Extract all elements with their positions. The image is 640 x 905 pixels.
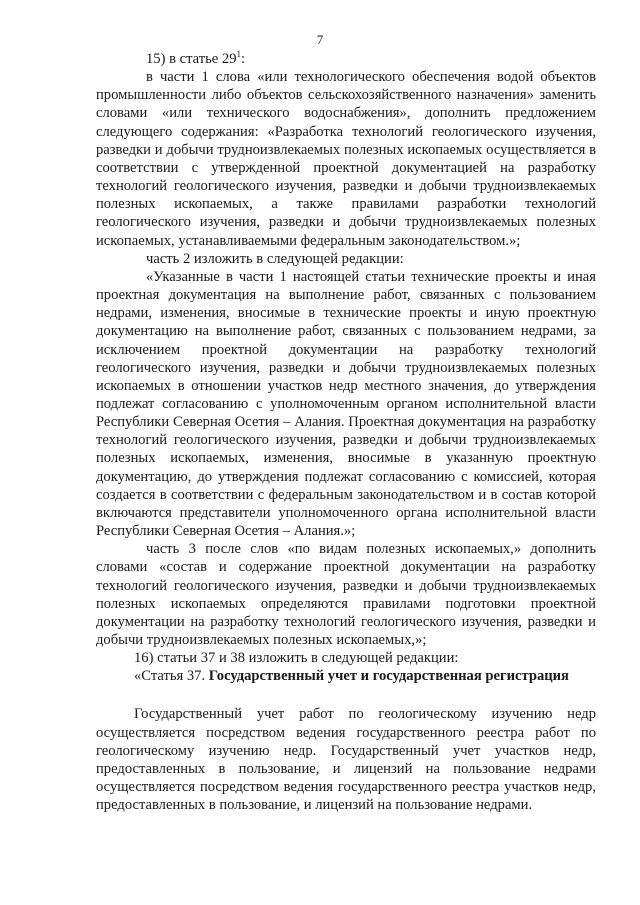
item-15-lead-text: 15) в статье 29: [146, 51, 237, 67]
item-15-lead: [96, 50, 596, 68]
article-superscript: 1: [236, 49, 242, 60]
item-16-lead: 16) статьи 37 и 38 изложить в следующей редакции:: [134, 650, 459, 667]
article-37-paragraph-1: Государственный учет работ по геологическому изучению недр осуществляется посредством ведения государственного реестра работ по геологическому изучению недр. Государственный учет участков недр, предоставленных в пользование, и лицензий на пользование недрами осуществляется посредством ведения государственного реестра участков недр, предоставленных в пользование, и лицензий на пользование недрами.: [96, 706, 596, 814]
item-15-paragraph-4: часть 3 после слов «по видам полезных ископаемых,» дополнить словами «состав и содержание проектной документации на разработку технологий геологического изучения, разведки и добычи трудноизвлекаемых полезных ископаемых определяются правилами подготовки проектной документации на разработку технологий геологического изучения, разведки и добычи трудноизвлекаемых полезных ископаемых,»;: [96, 541, 596, 648]
article-37-heading-prefix: «Статья 37.: [134, 668, 209, 685]
page-number: 7: [316, 32, 324, 47]
item-15-paragraph-3: «Указанные в части 1 настоящей статьи технические проекты и иная проектная документация на выполнение работ, связанных с пользованием недрами, изменения, вносимые в технические проекты и иную проектную документацию на выполнение работ, связанных с пользованием недрами, за исключением проектной документации на разработку технологий геологического изучения, разведки и добычи трудноизвлекаемых полезных ископаемых в отношении участков недр местного значения, до утверждения подлежат согласованию с уполномоченным органом исполнительной власти Республики Северная Осетия – Алания. Проектная документация на разработку технологий геологического изучения, разведки и добычи трудноизвлекаемых полезных ископаемых, изменения, вносимые в указанную проектную документацию, до утверждения подлежат согласованию с комиссией, которая создается в соответствии с федеральным законодательством и в состав которой включаются представители уполномоченного органа исполнительной власти Республики Северная Осетия – Алания.»;: [96, 268, 596, 540]
item-15-lead-colon: :: [241, 51, 246, 67]
item-15-paragraph-2: часть 2 изложить в следующей редакции:: [146, 250, 404, 267]
item-15-paragraph-1: в части 1 слова «или технологического обеспечения водой объектов промышленности либо объектов сельскохозяйственного назначения» заменить словами «или технического водоснабжения», дополнить предложением следующего содержания: «Разработка технологий геологического изучения, разведки и добычи трудноизвлекаемых полезных ископаемых осуществляется в соответствии с утвержденной проектной документацией на разработку технологий геологического изучения, разведки и добычи трудноизвлекаемых полезных ископаемых, а также правилами разработки технологий геологического изучения, разведки и добычи трудноизвлекаемых полезных ископаемых, устанавливаемыми федеральным законодательством.»;: [96, 69, 596, 249]
document-body: [96, 50, 596, 814]
article-37-heading: [96, 667, 596, 685]
section-spacer: [96, 685, 596, 705]
article-37-heading-title: Государственный учет и государственная регистрация: [208, 668, 569, 685]
